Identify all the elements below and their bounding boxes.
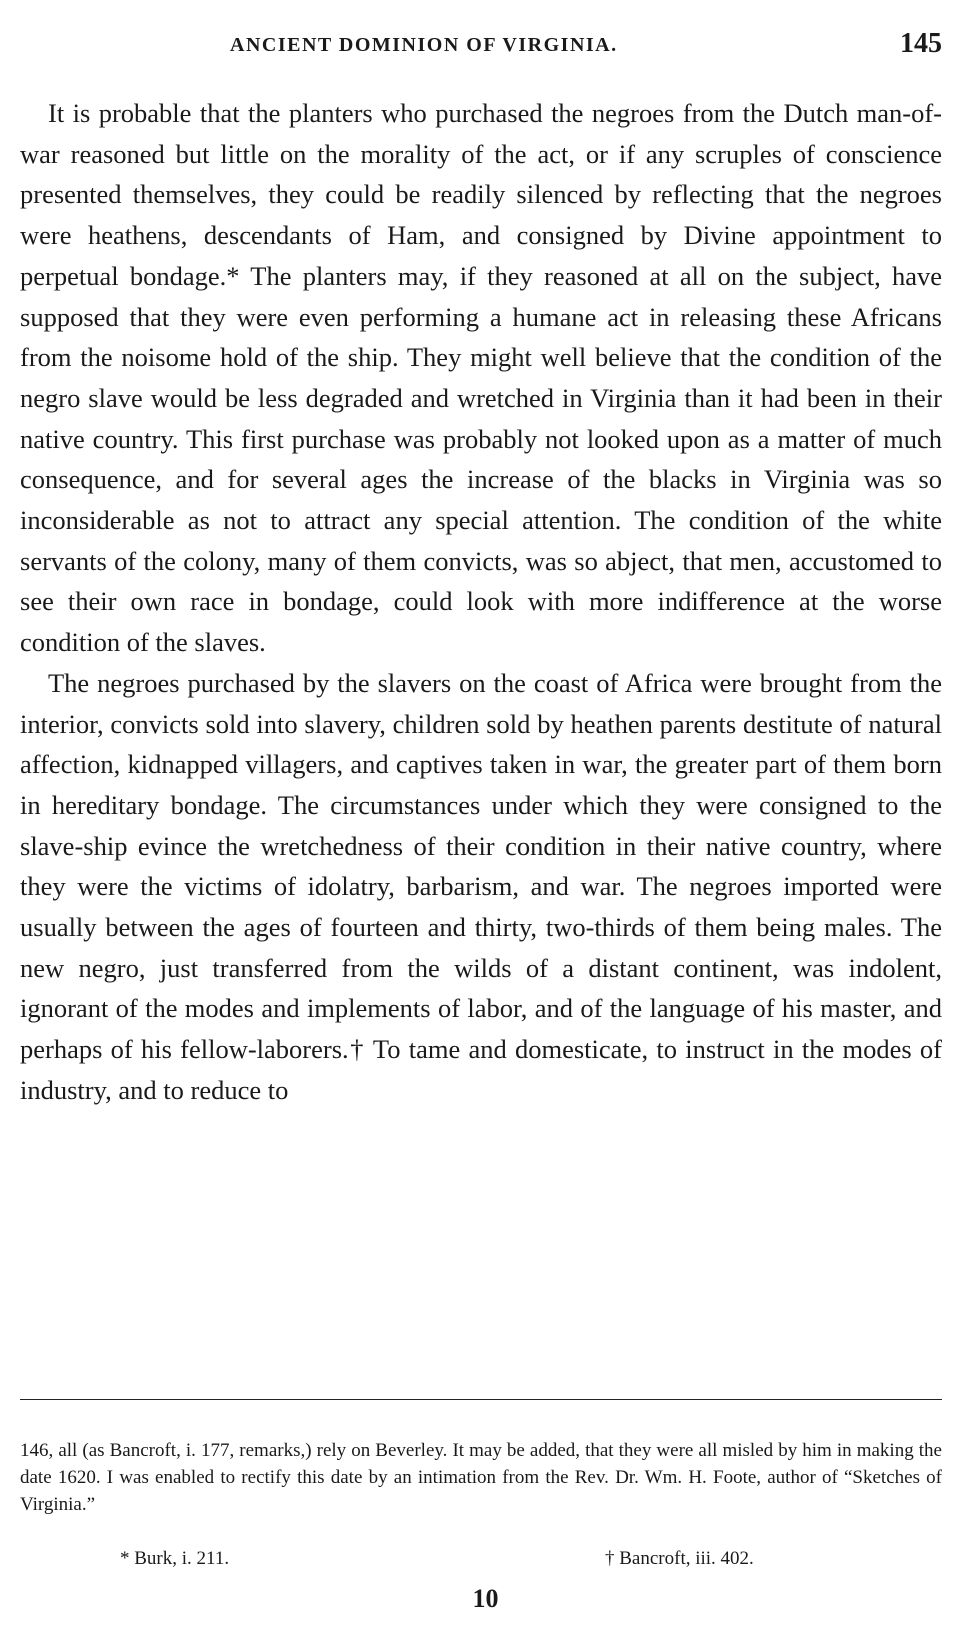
footnote-references (20, 1545, 942, 1575)
footnote-continued: 146, all (as Bancroft, i. 177, remarks,) rely on Beverley. It may be added, that they were all misled by him in making the date 1620. I was enabled to rectify this date by an intimation from the Rev. Dr. Wm. H. Foote, author of “Sketches of Virginia.” (20, 1440, 942, 1515)
running-head (20, 28, 942, 64)
running-title: ANCIENT DOMINION OF VIRGINIA. (230, 34, 618, 56)
footnote-divider (20, 1399, 942, 1400)
body-text (20, 93, 942, 1111)
footnote-star: * Burk, i. 211. (120, 1548, 230, 1569)
signature-mark: 10 (472, 1584, 499, 1613)
page-number: 145 (900, 28, 942, 59)
paragraph: The negroes purchased by the slavers on the coast of Africa were brought from the interior, convicts sold into slavery, children sold by heathen parents destitute of natural affection, kidnapped villagers, and captives taken in war, the greater part of them born in hereditary bondage. The circumstances under which they were consigned to the slave-ship evince the wretchedness of their condition in their native country, where they were the victims of idolatry, barbarism, and war. The negroes imported were usually between the ages of fourteen and thirty, two-thirds of them being males. The new negro, just transferred from the wilds of a distant continent, was indolent, ignorant of the modes and implements of labor, and of the language of his master, and perhaps of his fellow-laborers.† To tame and domesticate, to instruct in the modes of industry, and to reduce to (20, 667, 942, 1105)
footnotes (20, 1437, 942, 1518)
footnote-dagger: † Bancroft, iii. 402. (605, 1548, 754, 1569)
paragraph: It is probable that the planters who purchased the negroes from the Dutch man-of-war reasoned but little on the morality of the act, or if any scruples of conscience presented themselves, they could be readily silenced by reflecting that the negroes were heathens, descendants of Ham, and consigned by Divine appointment to perpetual bondage.* The planters may, if they reasoned at all on the subject, have supposed that they were even performing a humane act in releasing these Africans from the noisome hold of the ship. They might well believe that the condition of the negro slave would be less degraded and wretched in Virginia than it had been in their native country. This first purchase was probably not looked upon as a matter of much consequence, and for several ages the increase of the blacks in Virginia was so inconsiderable as not to attract any special attention. The condition of the white servants of the colony, many of them convicts, was so abject, that men, accustomed to see their own race in bondage, could look with more indifference at the worse condition of the slaves. (20, 98, 942, 658)
